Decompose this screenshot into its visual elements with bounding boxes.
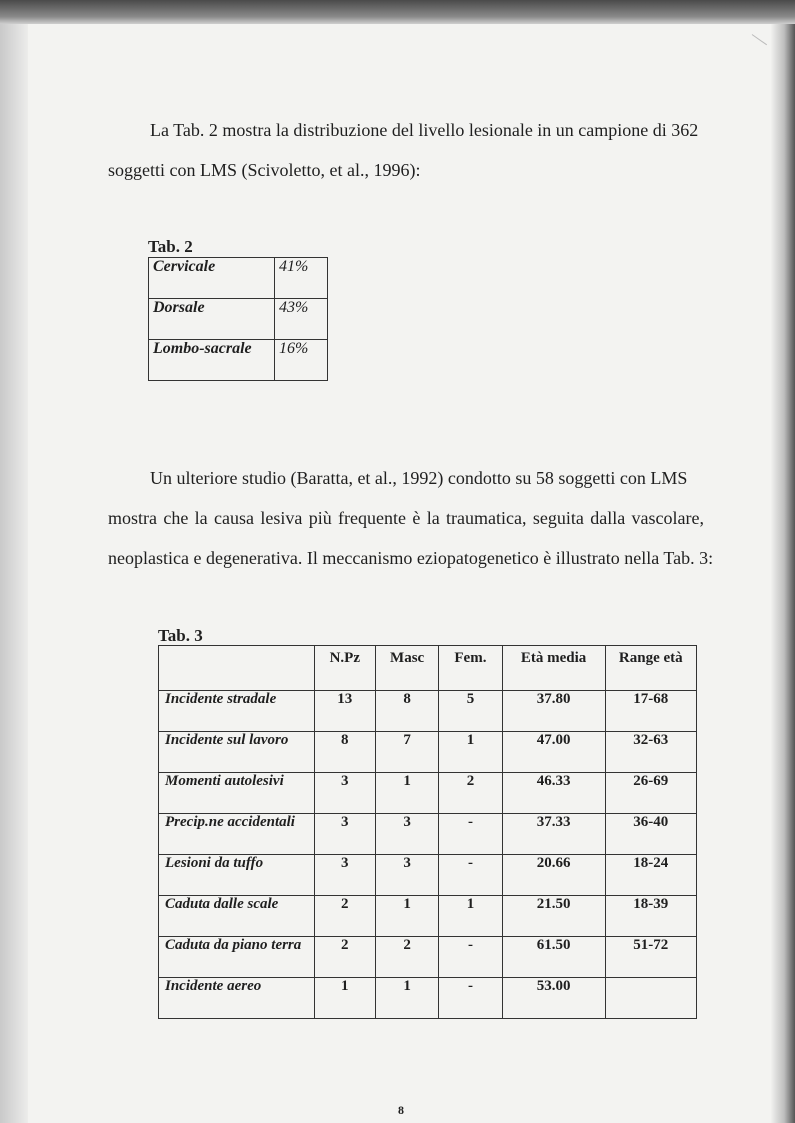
table-header-row: [159, 646, 697, 691]
tab3-cause-cell: Momenti autolesivi: [159, 773, 315, 814]
tab3-range-eta-cell: 17-68: [605, 691, 696, 732]
tab3-eta-media-cell: 20.66: [502, 855, 605, 896]
tab2-label-cell: Lombo-sacrale: [149, 340, 275, 381]
table-row: [159, 814, 697, 855]
tab3-eta-media-cell: 61.50: [502, 937, 605, 978]
tab2-caption: Tab. 2: [148, 237, 193, 256]
tab3-eta-media-cell: 53.00: [502, 978, 605, 1019]
tab3-fem-cell: 1: [439, 732, 502, 773]
tab3-fem-cell: -: [439, 978, 502, 1019]
table-row: [159, 937, 697, 978]
tab3-npz-cell: 2: [314, 896, 375, 937]
tab3-cause-cell: Caduta da piano terra: [159, 937, 315, 978]
scan-top-edge: [0, 0, 795, 24]
paragraph-2-line: neoplastica e degenerativa. Il meccanismo eziopatogenetico è illustrato nella Tab. 3:: [108, 548, 714, 568]
tab3-npz-cell: 8: [314, 732, 375, 773]
tab3-fem-cell: 2: [439, 773, 502, 814]
table-row: [159, 773, 697, 814]
tab3-range-eta-cell: 32-63: [605, 732, 696, 773]
tab2-table: [148, 257, 328, 381]
tab3-npz-cell: 3: [314, 855, 375, 896]
scan-right-edge: [771, 24, 795, 1123]
table-row: [149, 258, 328, 299]
tab3-range-eta-cell: 36-40: [605, 814, 696, 855]
tab3-header-fem: Fem.: [439, 646, 502, 691]
tab2-label-cell: Cervicale: [149, 258, 275, 299]
tab3-masc-cell: 3: [375, 855, 438, 896]
tab3-cause-cell: Precip.ne accidentali: [159, 814, 315, 855]
tab3-npz-cell: 3: [314, 773, 375, 814]
tab3-range-eta-cell: 26-69: [605, 773, 696, 814]
tab3-eta-media-cell: 47.00: [502, 732, 605, 773]
tab3-npz-cell: 2: [314, 937, 375, 978]
table-row: [159, 855, 697, 896]
tab3-header-empty: [159, 646, 315, 691]
tab3-masc-cell: 8: [375, 691, 438, 732]
table-row: [159, 896, 697, 937]
tab3-cause-cell: Incidente sul lavoro: [159, 732, 315, 773]
tab3-fem-cell: -: [439, 937, 502, 978]
paragraph-1-line: La Tab. 2 mostra la distribuzione del livello lesionale in un campione di 362: [150, 120, 699, 140]
tab3-caption: Tab. 3: [158, 626, 203, 645]
tab3-fem-cell: 5: [439, 691, 502, 732]
tab3-fem-cell: 1: [439, 896, 502, 937]
table-row: [159, 978, 697, 1019]
page-number: 8: [398, 1103, 404, 1117]
table-row: [149, 340, 328, 381]
tab3-eta-media-cell: 21.50: [502, 896, 605, 937]
paragraph-1: [108, 110, 704, 190]
tab3-fem-cell: -: [439, 814, 502, 855]
tab3-cause-cell: Incidente stradale: [159, 691, 315, 732]
tab3-header-npz: N.Pz: [314, 646, 375, 691]
tab2-value-cell: 43%: [275, 299, 328, 340]
tab3-masc-cell: 1: [375, 896, 438, 937]
table-row: [159, 732, 697, 773]
tab3-range-eta-cell: 51-72: [605, 937, 696, 978]
tab3-eta-media-cell: 46.33: [502, 773, 605, 814]
tab2-value-cell: 41%: [275, 258, 328, 299]
tab3-range-eta-cell: 18-24: [605, 855, 696, 896]
tab2-value-cell: 16%: [275, 340, 328, 381]
tab3-header-masc: Masc: [375, 646, 438, 691]
tab3-cause-cell: Caduta dalle scale: [159, 896, 315, 937]
tab3-cause-cell: Lesioni da tuffo: [159, 855, 315, 896]
tab3-masc-cell: 2: [375, 937, 438, 978]
tab3-npz-cell: 1: [314, 978, 375, 1019]
tab3-eta-media-cell: 37.80: [502, 691, 605, 732]
tab3-masc-cell: 1: [375, 773, 438, 814]
tab3-header-range-eta: Range età: [605, 646, 696, 691]
paragraph-2: [108, 458, 714, 578]
tab3-masc-cell: 3: [375, 814, 438, 855]
tab3-range-eta-cell: 18-39: [605, 896, 696, 937]
tab3-npz-cell: 3: [314, 814, 375, 855]
tab3-cause-cell: Incidente aereo: [159, 978, 315, 1019]
tab3-range-eta-cell: [605, 978, 696, 1019]
tab3-masc-cell: 7: [375, 732, 438, 773]
tab3-table: [158, 645, 697, 1019]
tab3-fem-cell: -: [439, 855, 502, 896]
scan-left-edge: [0, 24, 28, 1123]
tab3-masc-cell: 1: [375, 978, 438, 1019]
paragraph-2-line: Un ulteriore studio (Baratta, et al., 1992) condotto su 58 soggetti con LMS: [150, 468, 688, 488]
tab3-eta-media-cell: 37.33: [502, 814, 605, 855]
tab3-header-eta-media: Età media: [502, 646, 605, 691]
paragraph-2-line: mostra che la causa lesiva più frequente è la traumatica, seguita dalla vascolare,: [108, 508, 704, 528]
paragraph-1-line: soggetti con LMS (Scivoletto, et al., 1996):: [108, 160, 421, 180]
table-row: [159, 691, 697, 732]
tab3-npz-cell: 13: [314, 691, 375, 732]
table-row: [149, 299, 328, 340]
tab2-label-cell: Dorsale: [149, 299, 275, 340]
page-fold-mark: [752, 34, 767, 45]
